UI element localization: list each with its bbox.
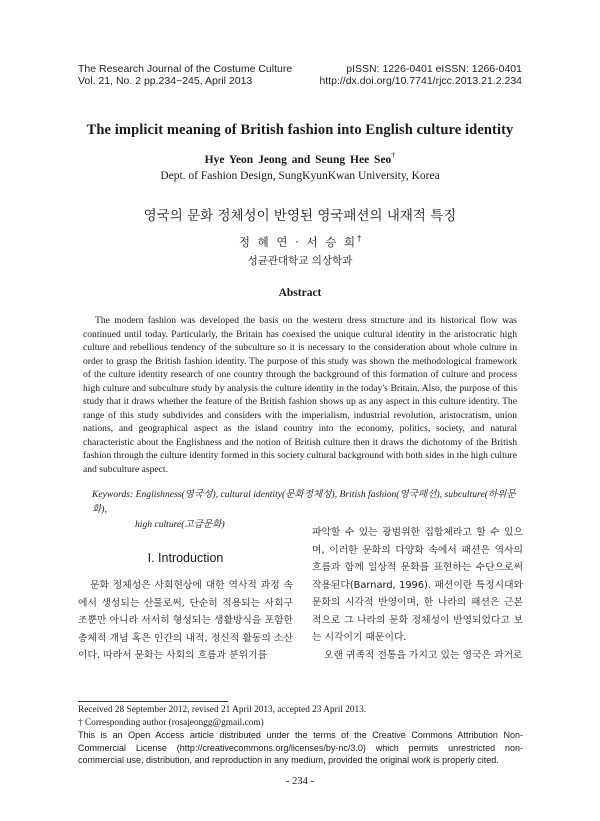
running-header-right <box>319 63 522 87</box>
intro-right-paragraph-1: 파악할 수 있는 광범위한 집합체라고 할 수 있으며, 이러한 문화의 다양화 속에서 패션은 역사의 흐름과 함께 일상적 문화를 표현하는 수단으로써 작용된다(Barnard, 1996). 패션이란 특정시대와 문화의 시각적 반영이며, 한 나라의 패션은 근본적으로 그 나라의 문화 정체성이 반영되었다고 보는 시각이기 때문이다. <box>312 527 523 643</box>
doi-link[interactable]: http://dx.doi.org/10.7741/rjcc.2013.21.2.234 <box>319 75 522 87</box>
abstract-text: The modern fashion was developed the basis on the western dress structure and its historical flow was continued until today. Particularly, the Britain has coexised the unique cultural identity in the aristocratic high culture and rebellious tendency of the subculture so it is necessary to the consideration about whole culture in order to grasp the British fashion identity. The purpose of this study was shown the methodological framework of the culture identity research of one country through the background of this formation of culture and process high culture and subculture study by analysis the culture identity in the today's Britain. Also, the purpose of this study that it draws whether the feature of the British fashion shows up as any aspect in this culture identity. The range of this study subdivides and considers with the imperialism, industrial revolution, aristocratism, union nations, and geographical aspect as the island country into the economy, politics, society, and natural characteristic about the Englishness and the notion of British culture then it draws the dichotomy of the British fashion through the culture identity formed in this society cultural background with both sides in the high culture and subculture aspect. <box>83 315 517 475</box>
keywords-label: Keywords: <box>92 489 134 500</box>
korean-title: 영국의 문화 정체성이 반영된 영국패션의 내재적 특징 <box>143 208 457 224</box>
volume-info: Vol. 21, No. 2 pp.234~245, April 2013 <box>78 75 253 87</box>
footnote-divider <box>78 701 228 702</box>
issn-info: pISSN: 1226-0401 eISSN: 1266-0401 <box>346 63 522 75</box>
footnotes <box>78 704 523 767</box>
page-number: - 234 - <box>286 776 314 787</box>
author-line <box>0 151 600 166</box>
abstract-heading: Abstract <box>278 287 322 299</box>
corresponding-author: † Corresponding author (rosajeongg@gmail.com) <box>78 717 264 728</box>
author-names: Hye Yeon Jeong and Seung Hee Seo <box>204 153 392 166</box>
keywords-line-1 <box>92 487 522 517</box>
korean-affiliation: 성균관대학교 의상학과 <box>247 255 353 267</box>
intro-right-paragraph-2: 오랜 귀족적 전통을 가지고 있는 영국은 과거로 <box>324 649 523 661</box>
intro-left-column: 문화 정체성은 사회현상에 대한 역사적 과정 속에서 생성되는 산물로써, 단순히 적용되는 사회구조뿐만 아니라 서서히 형성되는 생활방식을 포함한 총체적 개념 혹은 인간의 내적, 정신적 활동의 소산이다. 따라서 문화는 사회의 흐름과 분위기를 <box>78 580 293 661</box>
corresponding-mark: † <box>391 151 396 160</box>
license-notice: This is an Open Access article distributed under the terms of the Creative Commons Attribution Non-Commercial License (http://creativecommons.org/licenses/by-nc/3.0) which permits unrestricted non-commercial use, distribution, and reproduction in any medium, provided the original work is properly cited. <box>78 730 523 765</box>
intro-right-column <box>312 524 523 664</box>
keywords-line-2: high culture(고급문화) <box>135 519 225 530</box>
korean-author-names: 정 혜 연 · 서 승 희 <box>238 235 358 249</box>
journal-name: The Research Journal of the Costume Culture <box>78 63 293 75</box>
running-header-left <box>78 63 292 87</box>
korean-author-line <box>0 234 600 250</box>
paper-title: The implicit meaning of British fashion into English culture identity <box>86 122 514 138</box>
keywords-list-1: Englishness(영국성), cultural identity(문화정체성), British fashion(영국패션), subculture(하위문화), <box>92 489 516 515</box>
section-heading-introduction: I. Introduction <box>147 551 224 565</box>
affiliation: Dept. of Fashion Design, SungKyunKwan University, Korea <box>160 170 440 182</box>
korean-corresponding-mark: † <box>357 234 362 244</box>
received-dates: Received 28 September 2012, revised 21 April 2013, accepted 23 April 2013. <box>78 705 367 715</box>
